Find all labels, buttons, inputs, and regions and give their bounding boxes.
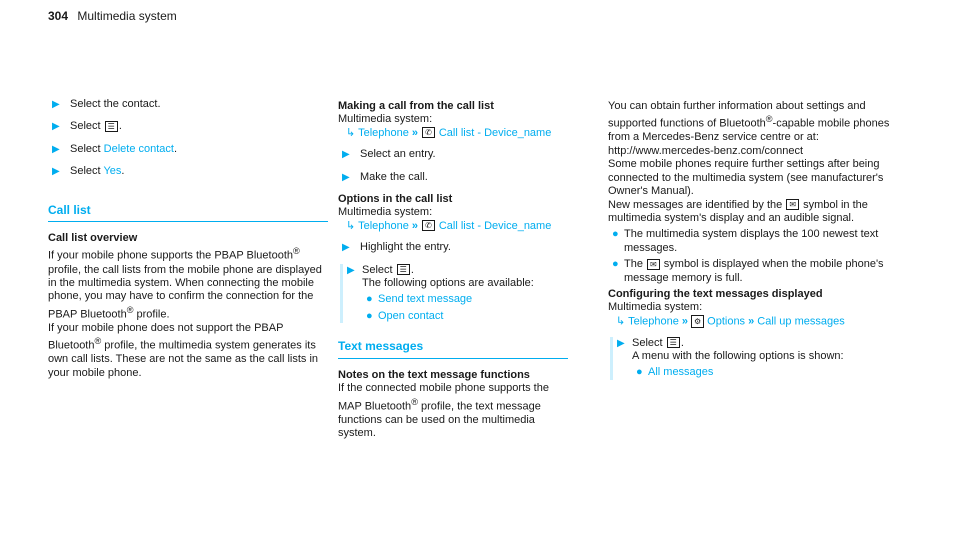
step-arrow-icon: ▶ [347,264,355,276]
step-arrow-icon: ▶ [52,99,60,110]
info-p3: New messages are identified by the ✉ symbol in the multimedia system's display and an audible signal. [608,198,868,224]
config-heading: Configuring the text messages displayed [608,287,823,300]
ms-label-2: Multimedia system: [338,206,433,219]
section-title-text-messages: Text messages [338,340,568,358]
ms-label-3: Multimedia system: [608,301,703,314]
options-heading: Options in the call list [338,193,453,206]
options-icon: ⚙ [691,315,704,328]
page-number: 304 [48,9,69,23]
envelope-icon: ✉ [786,199,799,210]
overview-heading: Call list overview [48,232,138,245]
step: ▶ Select ☰ . A menu with the following options is shown: ● All messages [610,337,908,380]
step-arrow-icon: ▶ [342,242,350,254]
overview-p2: If your mobile phone does not support the PBAP Bluetooth® profile, the multimedia system generates its own call lists. These are not the same as the call lists in your mobile phone. [48,321,319,379]
menu-icon: ☰ [667,337,680,348]
menu-path-2: ↳ Telephone » ✆ Call list - Device_name [346,219,552,232]
ms-label: Multimedia system: [338,113,433,126]
step: ▶ Make the call. [342,170,428,183]
step: ▶ Select an entry. [342,148,436,161]
memory-full-icon: ✉ [647,259,660,270]
step-arrow-icon: ▶ [342,171,350,183]
info-p1: You can obtain further information about settings and supported functions of Bluetooth®-capable mobile phones from a Mercedes-Benz service centre or at: http://www.mercedes-benz.com/connect [608,100,890,157]
menu-path-1: ↳ Telephone » ✆ Call list - Device_name [346,126,552,139]
column-2 [338,100,568,440]
step-arrow-icon: ▶ [617,337,625,349]
step: ▶ Select Delete contact. [52,142,178,155]
step: ▶ Select Yes. [52,165,125,178]
notes-heading: Notes on the text message functions [338,368,530,381]
info-p2: Some mobile phones require further settings after being connected to the multimedia system (see manufacturer's Owner's Manual). [608,158,884,198]
list-item: ● The ✉ symbol is displayed when the mobile phone's message memory is full. [612,258,884,284]
step-arrow-icon: ▶ [342,149,350,161]
step: ▶ Select ☰ . [52,120,122,133]
menu-text: A menu with the following options is shown: [632,349,844,362]
overview-p1: If your mobile phone supports the PBAP Bluetooth® profile, the call lists from the mobile phone are displayed in the multimedia system. When connecting the mobile phone, you may have to confirm the connection for the PBAP Bluetooth® profile. [48,246,322,321]
menu-icon: ☰ [105,121,118,132]
column-3 [608,100,908,389]
list-item: ● All messages [636,366,714,379]
phone-icon: ✆ [422,127,435,138]
step: ▶ Select the contact. [52,98,161,110]
page-title: Multimedia system [77,9,177,23]
making-heading: Making a call from the call list [338,100,494,112]
step-arrow-icon: ▶ [52,166,60,178]
options-intro: The following options are available: [362,277,534,290]
phone-icon: ✆ [422,220,435,231]
step: ▶ Highlight the entry. [342,241,451,254]
notes-p: If the connected mobile phone supports the MAP Bluetooth® profile, the text message functions can be used on the multimedia system. [338,382,549,439]
column-1 [48,98,328,380]
list-item: ● The multimedia system displays the 100 newest text messages. [612,228,879,254]
menu-path-3: ↳ Telephone » ⚙ Options » Call up messages [616,315,845,328]
list-item: ● Open contact [366,309,444,322]
page-header [48,10,177,23]
step-arrow-icon: ▶ [52,143,60,155]
list-item: ● Send text message [366,293,473,306]
step: ▶ Select ☰ . The following options are available: ● Send text message ● Open contact [340,264,568,324]
section-title-call-list: Call list [48,204,328,222]
step-arrow-icon: ▶ [52,121,60,133]
menu-icon: ☰ [397,264,410,275]
